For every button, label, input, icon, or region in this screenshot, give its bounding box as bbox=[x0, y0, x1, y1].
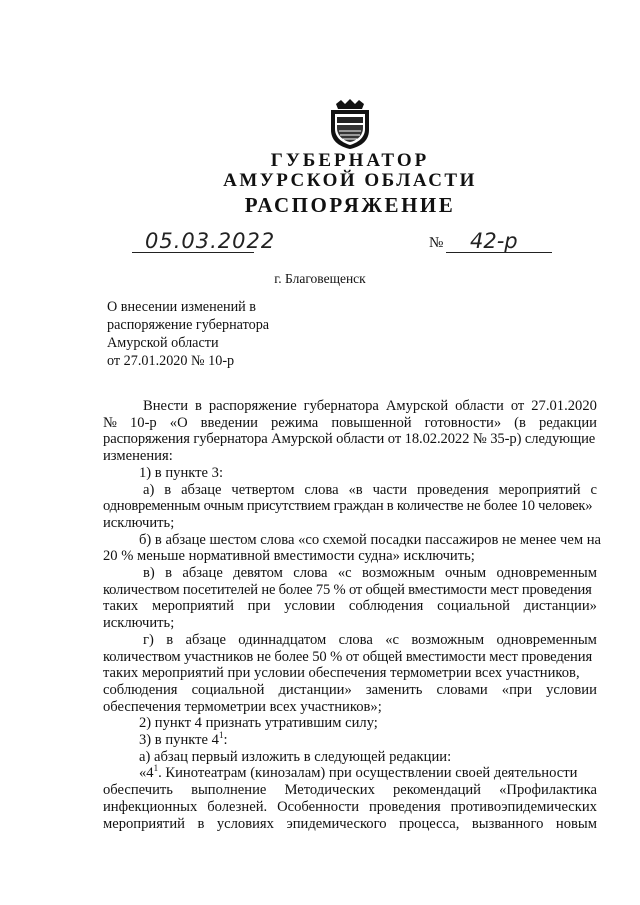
body-word: области bbox=[455, 398, 504, 414]
region-title: АМУРСКОЙ ОБЛАСТИ bbox=[223, 170, 477, 191]
body-word: абзаце bbox=[181, 481, 222, 498]
body-word: «Профилактика bbox=[499, 782, 597, 799]
body-word: одновременным bbox=[496, 565, 597, 582]
body-line: количеством посетителей не более 75 % от общей вместимости мест проведения bbox=[103, 581, 592, 598]
body-word: Особенности bbox=[277, 798, 360, 815]
body-word: слова bbox=[338, 631, 373, 648]
date-underline bbox=[132, 252, 254, 253]
number-underline bbox=[446, 252, 552, 253]
body-word: мероприятий bbox=[103, 815, 185, 832]
body-line bbox=[103, 398, 597, 415]
body-word: 10-р bbox=[129, 414, 157, 431]
body-word: проведения bbox=[416, 481, 489, 498]
body-word: а) bbox=[143, 481, 155, 498]
body-word: дистанции» bbox=[278, 681, 352, 698]
body-word: соблюдения bbox=[348, 598, 424, 615]
body-word: заменить bbox=[365, 681, 423, 698]
body-line bbox=[103, 765, 597, 782]
body-word: 27.01.2020 bbox=[531, 398, 597, 414]
body-line: распоряжения губернатора Амурской области от 18.02.2022 № 35-р) следующие bbox=[103, 431, 596, 448]
body-word: губернатора bbox=[303, 398, 379, 414]
body-line bbox=[103, 632, 597, 649]
body-line: количеством участников не более 50 % от общей вместимости мест проведения bbox=[103, 648, 593, 665]
body-line bbox=[103, 598, 597, 615]
body-text: «4 bbox=[139, 765, 154, 782]
body-word: готовности» bbox=[424, 414, 502, 431]
body-word: части bbox=[372, 481, 408, 498]
superscript: 1 bbox=[153, 763, 159, 774]
body-word: рекомендаций bbox=[393, 782, 481, 799]
body-line: исключить; bbox=[103, 615, 175, 632]
body-word: мероприятий bbox=[498, 481, 581, 498]
body-word: четвертом bbox=[231, 481, 295, 498]
body-line bbox=[103, 482, 597, 499]
body-word: абзаце bbox=[182, 565, 223, 582]
subject-line: от 27.01.2020 № 10-р bbox=[107, 353, 235, 369]
body-word: от bbox=[510, 398, 525, 414]
body-line bbox=[103, 799, 597, 816]
document-body bbox=[103, 398, 602, 832]
document-number: 42-р bbox=[470, 229, 518, 253]
body-word: в bbox=[197, 815, 205, 832]
body-word: в bbox=[195, 398, 202, 414]
body-word: процесса, bbox=[399, 815, 460, 832]
body-word: абзаце bbox=[185, 631, 226, 648]
body-line bbox=[103, 565, 597, 582]
body-line: одновременным очным присутствием граждан в количестве не более 10 человек» bbox=[103, 498, 593, 515]
body-word: дистанции» bbox=[523, 598, 597, 615]
body-word: социальной bbox=[437, 598, 510, 615]
body-word: болезней. bbox=[207, 798, 268, 815]
document-subject bbox=[107, 298, 269, 370]
body-line: 2) пункт 4 признать утратившим силу; bbox=[139, 715, 378, 732]
body-word: редакции bbox=[538, 414, 597, 431]
body-word: повышенной bbox=[331, 414, 412, 431]
body-word: «с bbox=[385, 631, 399, 648]
body-line: таких мероприятий при условии обеспечения термометрии всех участников, bbox=[103, 665, 580, 682]
body-word: словами bbox=[436, 681, 488, 698]
body-text: . Кинотеатрам (кинозалам) при осуществлении своей деятельности bbox=[158, 765, 578, 782]
body-line bbox=[103, 782, 597, 799]
body-word: слова bbox=[304, 481, 339, 498]
body-word: обеспечить bbox=[103, 782, 173, 799]
body-text: : bbox=[223, 732, 228, 749]
body-word: «при bbox=[501, 681, 533, 698]
body-word: (в bbox=[514, 414, 526, 431]
body-word: девятом bbox=[233, 565, 283, 582]
body-line: изменения: bbox=[103, 448, 173, 465]
body-word: таких bbox=[103, 598, 139, 615]
body-word: выполнение bbox=[191, 782, 267, 799]
body-word: слова bbox=[293, 565, 328, 582]
body-line: а) абзац первый изложить в следующей редакции: bbox=[139, 748, 452, 765]
body-word: очным bbox=[445, 565, 487, 582]
body-word: Амурской bbox=[385, 398, 449, 414]
body-word: противоэпидемических bbox=[450, 798, 597, 815]
body-line: исключить; bbox=[103, 514, 175, 531]
body-line: б) в абзаце шестом слова «со схемой посадки пассажиров не менее чем на bbox=[139, 531, 602, 548]
subject-line: Амурской области bbox=[107, 335, 219, 351]
body-word: проведения bbox=[368, 798, 441, 815]
body-word: инфекционных bbox=[103, 798, 198, 815]
governor-title: ГУБЕРНАТОР bbox=[270, 150, 430, 171]
body-word: условии bbox=[546, 681, 597, 698]
body-word: одновременным bbox=[496, 631, 597, 648]
body-word: введении bbox=[200, 414, 258, 431]
body-word: «с bbox=[337, 565, 352, 582]
city-name: г. Благовещенск bbox=[274, 271, 366, 286]
body-line bbox=[103, 682, 597, 699]
body-word: одиннадцатом bbox=[238, 631, 327, 648]
body-word: условиях bbox=[216, 815, 274, 832]
body-word: мероприятий bbox=[151, 598, 234, 615]
body-word: социальной bbox=[191, 681, 265, 698]
body-word: возможным bbox=[411, 631, 485, 648]
body-word: новым bbox=[555, 815, 597, 832]
body-word: «О bbox=[169, 414, 188, 431]
coat-of-arms-icon bbox=[327, 98, 373, 150]
subject-line: О внесении изменений в bbox=[107, 299, 257, 315]
body-word: с bbox=[590, 481, 597, 498]
body-word: в bbox=[166, 631, 174, 648]
body-word: «в bbox=[348, 481, 363, 498]
body-line: обеспечения термометрии всех участников»; bbox=[103, 698, 382, 715]
document-type-title: РАСПОРЯЖЕНИЕ bbox=[244, 193, 456, 217]
body-word: режима bbox=[271, 414, 319, 431]
body-line: 20 % меньше нормативной вместимости судна» исключить; bbox=[103, 548, 475, 565]
body-word: распоряжение bbox=[208, 398, 297, 414]
body-word: в bbox=[165, 565, 173, 582]
body-line bbox=[103, 816, 597, 833]
document-date: 05.03.2022 bbox=[145, 229, 276, 253]
body-line bbox=[103, 415, 597, 432]
body-word: при bbox=[247, 598, 271, 615]
body-word: в bbox=[164, 481, 172, 498]
body-word: условии bbox=[284, 598, 336, 615]
body-word: Внести bbox=[143, 398, 189, 414]
body-word: вызванного bbox=[471, 815, 544, 832]
body-word: № bbox=[103, 414, 117, 431]
body-word: соблюдения bbox=[103, 681, 178, 698]
superscript: 1 bbox=[218, 730, 224, 741]
subject-line: распоряжение губернатора bbox=[107, 317, 270, 333]
body-word: г) bbox=[143, 631, 154, 648]
body-word: возможным bbox=[361, 565, 435, 582]
body-line: 1) в пункте 3: bbox=[139, 464, 224, 481]
number-sign: № bbox=[429, 235, 444, 251]
body-line bbox=[103, 732, 597, 749]
body-word: в) bbox=[143, 565, 155, 582]
body-text: 3) в пункте 4 bbox=[139, 732, 219, 749]
body-word: эпидемического bbox=[286, 815, 387, 832]
body-word: Методических bbox=[284, 782, 375, 799]
